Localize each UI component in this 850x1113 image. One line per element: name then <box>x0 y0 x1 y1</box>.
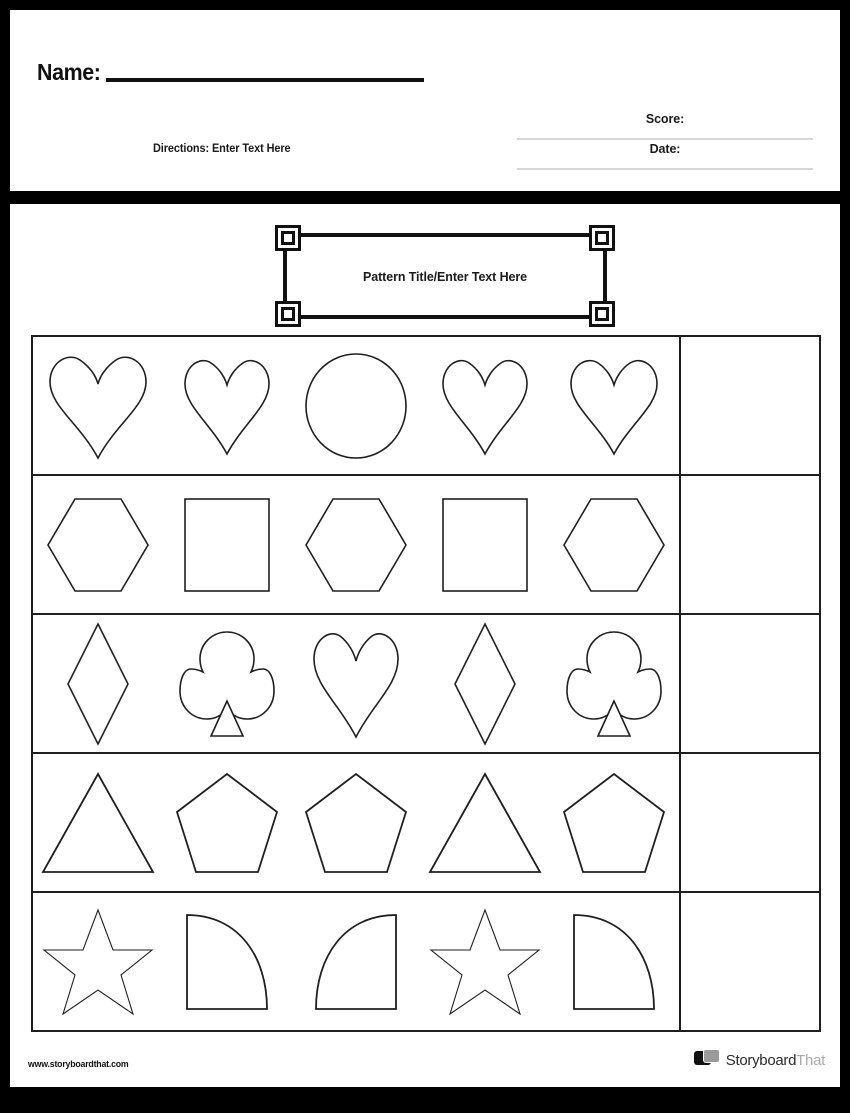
circle-icon <box>304 352 408 460</box>
shape-cell <box>550 754 679 891</box>
shape-cell <box>291 476 420 613</box>
pattern-title-banner[interactable] <box>271 221 619 331</box>
quarter-circle-icon <box>185 913 269 1011</box>
shape-cell <box>421 476 550 613</box>
table-row <box>33 893 819 1030</box>
heart-icon <box>439 354 531 458</box>
square-icon <box>183 497 271 593</box>
pattern-table <box>31 335 821 1032</box>
score-label: Score: <box>645 112 685 126</box>
brand-wordmark <box>726 1053 825 1068</box>
shape-cell <box>162 337 291 474</box>
pattern-cells-row-5 <box>33 893 681 1030</box>
shape-cell <box>291 615 420 752</box>
shape-cell <box>421 754 550 891</box>
pentagon-icon <box>562 772 666 874</box>
date-field-group <box>517 140 813 170</box>
meta-fields <box>517 110 813 170</box>
square-icon <box>441 497 529 593</box>
shape-cell <box>421 615 550 752</box>
club-icon <box>178 629 276 739</box>
table-row <box>33 337 819 476</box>
answer-cell[interactable] <box>681 754 819 891</box>
shape-cell <box>421 893 550 1030</box>
name-field-group <box>37 61 424 84</box>
name-input-line[interactable] <box>106 78 424 82</box>
quarter-circle-mirrored-icon <box>314 913 398 1011</box>
date-input-line[interactable] <box>517 168 813 170</box>
shape-cell <box>33 476 162 613</box>
star-icon <box>429 908 541 1016</box>
table-row <box>33 754 819 893</box>
diamond-icon <box>66 622 130 746</box>
answer-cell[interactable] <box>681 893 819 1030</box>
heart-icon <box>310 627 402 741</box>
answer-cell[interactable] <box>681 615 819 752</box>
shape-cell <box>291 337 420 474</box>
score-field-group <box>517 110 813 140</box>
pattern-cells-row-1 <box>33 337 681 474</box>
triangle-icon <box>428 772 542 874</box>
answer-cell[interactable] <box>681 337 819 474</box>
table-row <box>33 615 819 754</box>
pattern-cells-row-3 <box>33 615 681 752</box>
club-icon <box>565 629 663 739</box>
worksheet-header <box>10 10 840 190</box>
pattern-cells-row-2 <box>33 476 681 613</box>
star-icon <box>42 908 154 1016</box>
pattern-title-text: Pattern Title/Enter Text Here <box>363 268 527 284</box>
shape-cell <box>550 337 679 474</box>
shape-cell <box>33 754 162 891</box>
shape-cell <box>291 893 420 1030</box>
shape-cell <box>550 476 679 613</box>
heart-icon <box>181 354 273 458</box>
quarter-circle-icon <box>572 913 656 1011</box>
footer-url[interactable]: www.storyboardthat.com <box>28 1059 129 1070</box>
speech-bubbles-icon <box>694 1049 721 1071</box>
shape-cell <box>550 893 679 1030</box>
shape-cell <box>33 615 162 752</box>
hexagon-icon <box>46 497 150 593</box>
date-label: Date: <box>649 142 681 156</box>
storyboardthat-logo[interactable] <box>694 1049 825 1071</box>
shape-cell <box>550 615 679 752</box>
brand-name-secondary: That <box>796 1051 825 1069</box>
shape-cell <box>33 893 162 1030</box>
pentagon-icon <box>175 772 279 874</box>
shape-cell <box>33 337 162 474</box>
shape-cell <box>291 754 420 891</box>
shape-cell <box>421 337 550 474</box>
brand-name-primary: Storyboard <box>725 1051 797 1069</box>
diamond-icon <box>453 622 517 746</box>
table-row <box>33 476 819 615</box>
shape-cell <box>162 615 291 752</box>
hexagon-icon <box>304 497 408 593</box>
directions-text[interactable]: Directions: Enter Text Here <box>153 143 291 155</box>
speech-bubble-front-icon <box>703 1049 720 1063</box>
pentagon-icon <box>304 772 408 874</box>
worksheet-sheet <box>10 10 840 1087</box>
pattern-cells-row-4 <box>33 754 681 891</box>
hexagon-icon <box>562 497 666 593</box>
worksheet-footer <box>10 1041 840 1087</box>
heart-icon <box>46 350 150 462</box>
header-divider-bar <box>10 191 840 204</box>
triangle-icon <box>41 772 155 874</box>
shape-cell <box>162 893 291 1030</box>
name-label: Name: <box>37 59 101 85</box>
shape-cell <box>162 754 291 891</box>
shape-cell <box>162 476 291 613</box>
heart-icon <box>567 354 661 458</box>
answer-cell[interactable] <box>681 476 819 613</box>
